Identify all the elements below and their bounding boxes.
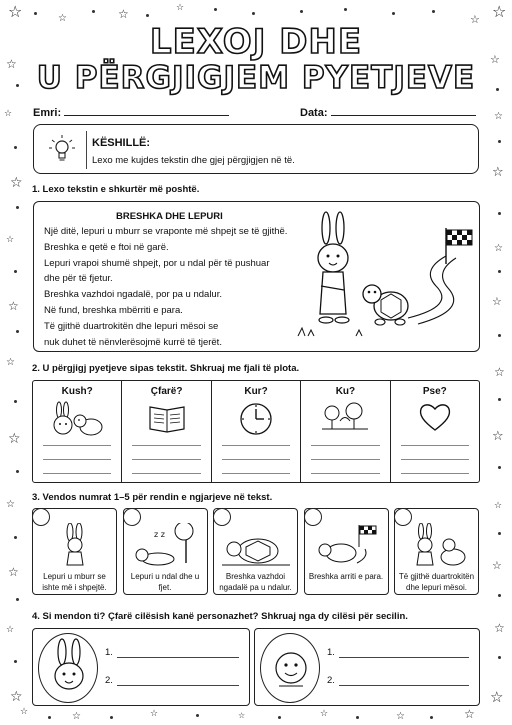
story-line: Në fund, breshka mbërriti e para.: [44, 305, 183, 316]
star-decoration: ☆: [20, 707, 29, 717]
answer-line[interactable]: [401, 445, 469, 446]
tip-text: Lexo me kujdes tekstin dhe gjej përgjigjen në të.: [92, 155, 295, 166]
answer-line[interactable]: [311, 459, 379, 460]
turtle-trait-2-line[interactable]: [339, 685, 469, 686]
dot-decoration: [432, 10, 435, 13]
rabbit-turtle-icon: [399, 523, 475, 567]
answer-line[interactable]: [132, 445, 200, 446]
dot-decoration: [498, 532, 501, 535]
clock-icon: [212, 401, 300, 437]
star-decoration: ☆: [6, 57, 17, 71]
date-label: Data:: [300, 107, 328, 119]
turtle-trait-1-line[interactable]: [339, 657, 469, 658]
dot-decoration: [14, 400, 17, 403]
answer-line[interactable]: [222, 445, 290, 446]
story-line: Breshka vazhdoi ngadalë, por pa u ndalur.: [44, 289, 222, 301]
dot-decoration: [14, 660, 17, 663]
answer-line[interactable]: [222, 459, 290, 460]
name-write-line[interactable]: [64, 106, 229, 116]
answer-line[interactable]: [401, 473, 469, 474]
star-decoration: ☆: [494, 621, 505, 635]
star-decoration: ☆: [494, 501, 503, 511]
event-card: [123, 508, 208, 595]
star-decoration: ☆: [492, 559, 502, 572]
story-line: dhe për të fjetur.: [44, 273, 113, 285]
event-caption: Të gjithë duartrokitën dhe lepuri mësoi.: [398, 572, 475, 592]
dot-decoration: [14, 270, 17, 273]
dot-decoration: [498, 140, 501, 143]
section3-instruction: 3. Vendos numrat 1–5 për rendin e ngjarjeve në tekst.: [32, 492, 273, 503]
dot-decoration: [498, 656, 501, 659]
worksheet-title-line1: LEXOJ DHE: [149, 22, 363, 62]
dot-decoration: [498, 334, 501, 337]
event-caption: Breshka vazhdoi ngadalë pa u ndalur.: [219, 572, 292, 592]
dot-decoration: [14, 536, 17, 539]
star-decoration: ☆: [494, 365, 505, 379]
rabbit-face-icon: [39, 634, 99, 704]
question-column: [301, 381, 390, 482]
event-caption: Lepuri u mburr se ishte më i shpejtë.: [42, 572, 107, 592]
star-decoration: ☆: [396, 711, 405, 722]
dot-decoration: [146, 14, 149, 17]
dot-decoration: [392, 12, 395, 15]
star-decoration: ☆: [320, 709, 329, 719]
dot-decoration: [498, 212, 501, 215]
dot-decoration: [430, 716, 433, 719]
star-decoration: ☆: [6, 499, 15, 510]
dot-decoration: [356, 716, 359, 719]
answer-line[interactable]: [401, 459, 469, 460]
dot-decoration: [16, 330, 19, 333]
book-icon: [122, 401, 210, 437]
answer-line[interactable]: [132, 473, 200, 474]
turtle-trait-1-number: 1.: [327, 647, 335, 658]
event-card: [213, 508, 298, 595]
star-decoration: ☆: [10, 689, 23, 705]
event-card: [394, 508, 479, 595]
star-decoration: ☆: [4, 109, 13, 119]
worksheet-title-line2: U PËRGJIGJEM PYETJEVE: [36, 60, 476, 96]
name-field[interactable]: [33, 106, 229, 119]
dot-decoration: [196, 714, 199, 717]
star-decoration: ☆: [492, 2, 507, 21]
answer-line[interactable]: [311, 473, 379, 474]
dot-decoration: [214, 8, 217, 11]
star-decoration: ☆: [6, 625, 15, 635]
rabbit-turtle-race-illustration: [296, 206, 476, 348]
star-decoration: ☆: [492, 295, 502, 308]
star-decoration: ☆: [494, 111, 503, 122]
sleeping-rabbit-icon: [128, 523, 204, 567]
star-decoration: ☆: [150, 709, 159, 719]
star-decoration: ☆: [10, 175, 23, 191]
star-decoration: ☆: [490, 53, 500, 66]
event-caption: Lepuri u ndal dhe u fjet.: [130, 572, 200, 592]
event-caption: Breshka arriti e para.: [308, 572, 384, 581]
answer-line[interactable]: [43, 473, 111, 474]
dot-decoration: [498, 398, 501, 401]
question-header: Kur?: [244, 386, 268, 397]
rabbit-trait-2-number: 2.: [105, 675, 113, 686]
dot-decoration: [16, 598, 19, 601]
question-header: Kush?: [61, 386, 93, 397]
star-decoration: ☆: [494, 243, 503, 254]
dot-decoration: [14, 146, 17, 149]
rabbit-traits-box: [32, 628, 250, 706]
star-decoration: ☆: [8, 2, 23, 21]
questions-table: [32, 380, 480, 483]
star-decoration: ☆: [492, 429, 504, 444]
dot-decoration: [498, 594, 501, 597]
story-line: Të gjithë duartrokitën dhe lepuri mësoi se: [44, 320, 219, 332]
dot-decoration: [110, 716, 113, 719]
question-column: [122, 381, 211, 482]
date-field[interactable]: [300, 106, 476, 119]
tip-title: KËSHILLË:: [92, 137, 151, 149]
rabbit-trait-2-line[interactable]: [117, 685, 239, 686]
dot-decoration: [300, 10, 303, 13]
event-card: [32, 508, 117, 595]
star-decoration: ☆: [118, 7, 129, 21]
heart-icon: [391, 401, 479, 437]
turtle-face-icon: [261, 634, 321, 704]
star-decoration: ☆: [6, 357, 15, 368]
dot-decoration: [16, 206, 19, 209]
question-header: Çfarë?: [150, 386, 183, 397]
answer-line[interactable]: [222, 473, 290, 474]
dot-decoration: [34, 12, 37, 15]
tip-box: [33, 124, 479, 174]
dot-decoration: [252, 12, 255, 15]
dot-decoration: [498, 466, 501, 469]
section4-instruction: 4. Si mendon ti? Çfarë cilësish kanë personazhet? Shkruaj nga dy cilësi për secilin.: [32, 611, 408, 622]
star-decoration: ☆: [238, 711, 246, 720]
turtle-icon: [218, 523, 294, 567]
story-line: Breshka e qetë e ftoi në garë.: [44, 241, 169, 253]
turtle-trait-2-number: 2.: [327, 675, 335, 686]
question-column: [33, 381, 122, 482]
event-card: [304, 508, 389, 595]
date-write-line[interactable]: [331, 106, 476, 116]
lightbulb-icon: [48, 133, 76, 167]
name-label: Emri:: [33, 107, 62, 119]
star-decoration: ☆: [72, 711, 81, 722]
rabbit-turtle-icon: [33, 401, 121, 437]
answer-line[interactable]: [43, 459, 111, 460]
svg-text:z z: z z: [153, 530, 165, 539]
story-line: Një ditë, lepuri u mburr se vraponte më shpejt se të gjithë.: [44, 226, 288, 237]
rabbit-trait-1-line[interactable]: [117, 657, 239, 658]
star-decoration: ☆: [58, 13, 67, 24]
rabbit-trait-1-number: 1.: [105, 647, 113, 658]
dot-decoration: [92, 10, 95, 13]
star-decoration: ☆: [490, 688, 504, 706]
dot-decoration: [16, 470, 19, 473]
star-decoration: ☆: [6, 235, 15, 245]
turtle-flag-icon: [309, 523, 385, 567]
turtle-traits-box: [254, 628, 480, 706]
section1-instruction: 1. Lexo tekstin e shkurtër më poshtë.: [32, 184, 200, 195]
star-decoration: ☆: [176, 3, 185, 13]
story-line: Lepuri vrapoi shumë shpejt, por u ndal për të pushuar: [44, 257, 270, 269]
story-line: nuk duhet të nënvlerësojmë kurrë të tjerët.: [44, 336, 222, 348]
dot-decoration: [278, 716, 281, 719]
question-header: Pse?: [422, 386, 447, 397]
story-box: [33, 201, 480, 352]
star-decoration: ☆: [8, 565, 19, 579]
dot-decoration: [344, 8, 347, 11]
star-decoration: ☆: [8, 431, 21, 447]
answer-line[interactable]: [132, 459, 200, 460]
rabbit-icon: [37, 523, 113, 567]
star-decoration: ☆: [470, 13, 480, 26]
trees-icon: [301, 401, 389, 437]
dot-decoration: [498, 270, 501, 273]
answer-line[interactable]: [43, 445, 111, 446]
question-header: Ku?: [335, 386, 356, 397]
dot-decoration: [48, 716, 51, 719]
star-decoration: ☆: [492, 165, 504, 180]
story-title: BRESHKA DHE LEPURI: [116, 211, 223, 222]
star-decoration: ☆: [8, 299, 19, 313]
answer-line[interactable]: [311, 445, 379, 446]
star-decoration: ☆: [464, 707, 475, 721]
turtle-portrait: [260, 633, 320, 703]
question-column: [391, 381, 479, 482]
question-column: [212, 381, 301, 482]
rabbit-portrait: [38, 633, 98, 703]
section2-instruction: 2. U përgjigj pyetjeve sipas tekstit. Shkruaj me fjali të plota.: [32, 363, 300, 374]
